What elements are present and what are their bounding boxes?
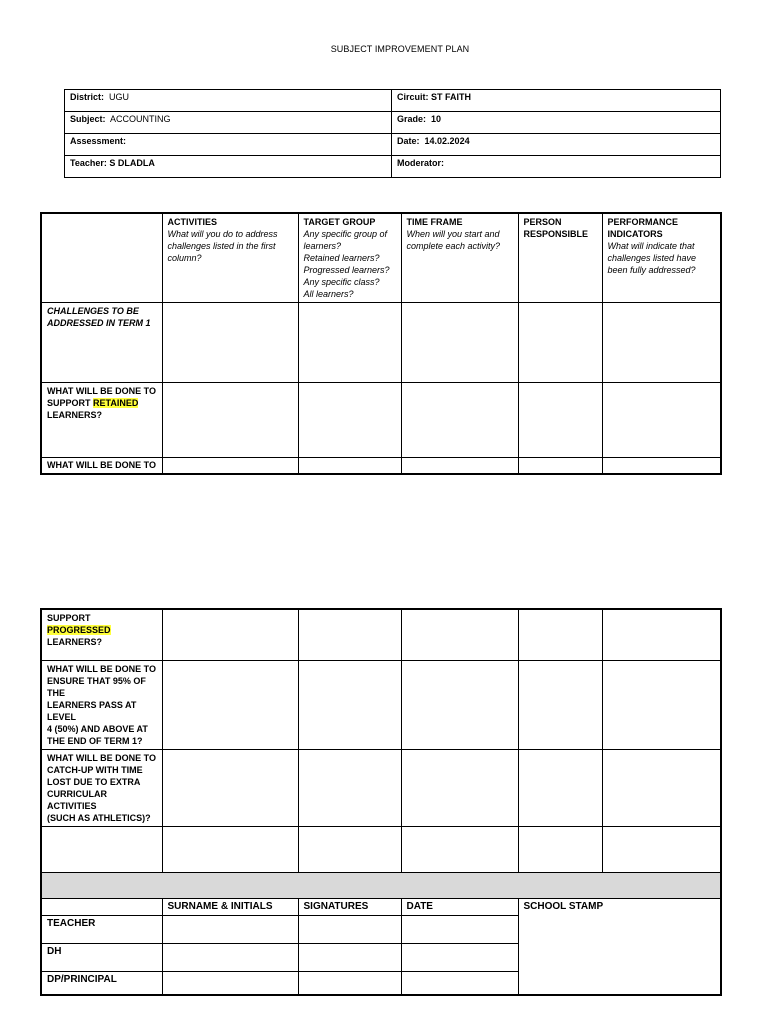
catchup-label-line: WHAT WILL BE DONE TO bbox=[47, 752, 156, 763]
dp-surname-cell[interactable] bbox=[162, 971, 298, 995]
progressed-row-label-start bbox=[41, 458, 162, 475]
surname-header: SURNAME & INITIALS bbox=[162, 898, 298, 915]
retained-label-line: WHAT WILL BE DONE TO bbox=[47, 386, 156, 396]
teacher-value: S DLADLA bbox=[109, 158, 155, 168]
catchup-activities-cell[interactable] bbox=[162, 749, 298, 826]
moderator-label: Moderator: bbox=[397, 158, 444, 168]
dh-signature-cell[interactable] bbox=[298, 943, 401, 971]
retained-highlight: RETAINED bbox=[93, 398, 139, 408]
challenges-row-label bbox=[41, 303, 162, 383]
circuit-value: ST FAITH bbox=[431, 92, 472, 102]
performance-indicators-heading: INDICATORS bbox=[607, 229, 663, 239]
catchup-label-line: (SUCH AS ATHLETICS)? bbox=[47, 812, 151, 823]
dh-surname-cell[interactable] bbox=[162, 943, 298, 971]
pass-person-cell[interactable] bbox=[518, 660, 602, 749]
target-group-hint-line: Retained learners? bbox=[303, 253, 380, 263]
pass-indicators-cell[interactable] bbox=[602, 660, 721, 749]
teacher-signature-cell[interactable] bbox=[298, 915, 401, 943]
progressed-person-cell[interactable] bbox=[518, 609, 602, 660]
progressed-row-label bbox=[41, 609, 162, 660]
subject-cell[interactable] bbox=[65, 112, 392, 134]
dp-principal-signoff-label: DP/PRINCIPAL bbox=[41, 971, 162, 995]
progressed-label-line: LEARNERS? bbox=[47, 637, 103, 647]
retained-label-line bbox=[47, 397, 157, 409]
circuit-cell[interactable] bbox=[392, 90, 721, 112]
blank-row-label[interactable] bbox=[41, 826, 162, 872]
time-frame-hint-line: complete each activity? bbox=[406, 241, 501, 251]
progressed-time-frame-cell[interactable] bbox=[401, 609, 518, 660]
progressed-time-frame-cell-start[interactable] bbox=[401, 458, 518, 475]
signatures-header: SIGNATURES bbox=[298, 898, 401, 915]
grade-value: 10 bbox=[431, 114, 442, 124]
catchup-time-frame-cell[interactable] bbox=[401, 749, 518, 826]
district-cell[interactable] bbox=[65, 90, 392, 112]
retained-row-label bbox=[41, 383, 162, 458]
assessment-label: Assessment: bbox=[70, 136, 127, 146]
retained-label-prefix: SUPPORT bbox=[47, 398, 94, 408]
moderator-cell[interactable] bbox=[392, 156, 721, 178]
date-cell[interactable] bbox=[392, 134, 721, 156]
progressed-label-line: WHAT WILL BE DONE TO bbox=[47, 460, 156, 470]
catchup-row-label bbox=[41, 749, 162, 826]
blank-target-group-cell[interactable] bbox=[298, 826, 401, 872]
progressed-person-cell-start[interactable] bbox=[518, 458, 602, 475]
person-responsible-heading: RESPONSIBLE bbox=[523, 229, 589, 239]
page-title: SUBJECT IMPROVEMENT PLAN bbox=[330, 44, 470, 54]
teacher-date-cell[interactable] bbox=[401, 915, 518, 943]
plan-table-part-1 bbox=[40, 212, 722, 475]
activities-hint-line: challenges listed in the first bbox=[167, 241, 276, 251]
target-group-hint-line: learners? bbox=[303, 241, 342, 251]
target-group-hint-line: Progressed learners? bbox=[303, 265, 390, 275]
retained-indicators-cell[interactable] bbox=[602, 383, 721, 458]
subject-value: ACCOUNTING bbox=[110, 114, 171, 124]
pass-activities-cell[interactable] bbox=[162, 660, 298, 749]
pass-label-line: WHAT WILL BE DONE TO bbox=[47, 663, 156, 674]
challenges-label-line: CHALLENGES TO BE bbox=[47, 306, 139, 316]
performance-indicators-hint-line: What will indicate that bbox=[607, 241, 695, 251]
grade-cell[interactable] bbox=[392, 112, 721, 134]
date-header: DATE bbox=[401, 898, 518, 915]
catchup-label-line: CATCH-UP WITH TIME bbox=[47, 764, 143, 775]
blank-time-frame-cell[interactable] bbox=[401, 826, 518, 872]
dp-date-cell[interactable] bbox=[401, 971, 518, 995]
activities-hint-line: column? bbox=[167, 253, 202, 263]
performance-indicators-hint-line: challenges listed have bbox=[607, 253, 697, 263]
teacher-label: Teacher: bbox=[70, 158, 107, 168]
retained-person-cell[interactable] bbox=[518, 383, 602, 458]
challenges-label-line: ADDRESSED IN TERM 1 bbox=[47, 318, 151, 328]
pass-label-line: ENSURE THAT 95% OF THE bbox=[47, 675, 146, 698]
header-info-table bbox=[64, 89, 721, 178]
pass-time-frame-cell[interactable] bbox=[401, 660, 518, 749]
blank-activities-cell[interactable] bbox=[162, 826, 298, 872]
assessment-cell[interactable] bbox=[65, 134, 392, 156]
retained-time-frame-cell[interactable] bbox=[401, 383, 518, 458]
date-value: 14.02.2024 bbox=[424, 136, 470, 146]
time-frame-heading: TIME FRAME bbox=[406, 217, 463, 227]
activities-hint-line: What will you do to address bbox=[167, 229, 278, 239]
dh-date-cell[interactable] bbox=[401, 943, 518, 971]
corner-cell bbox=[41, 213, 162, 303]
catchup-indicators-cell[interactable] bbox=[602, 749, 721, 826]
target-group-hint-line: All learners? bbox=[303, 289, 354, 299]
retained-label-line: LEARNERS? bbox=[47, 410, 103, 420]
progressed-target-group-cell-start[interactable] bbox=[298, 458, 401, 475]
progressed-label-line bbox=[47, 612, 157, 636]
teacher-surname-cell[interactable] bbox=[162, 915, 298, 943]
blank-indicators-cell[interactable] bbox=[602, 826, 721, 872]
signoff-corner-cell bbox=[41, 898, 162, 915]
progressed-label-prefix: SUPPORT bbox=[47, 613, 91, 623]
teacher-signoff-label: TEACHER bbox=[41, 915, 162, 943]
target-group-hint-line: Any specific class? bbox=[303, 277, 380, 287]
catchup-label-line: LOST DUE TO EXTRA bbox=[47, 776, 141, 787]
pass-row-label bbox=[41, 660, 162, 749]
plan-table-part-2 bbox=[40, 608, 722, 996]
subject-label: Subject: bbox=[70, 114, 106, 124]
target-group-hint-line: Any specific group of bbox=[303, 229, 388, 239]
progressed-activities-cell-start[interactable] bbox=[162, 458, 298, 475]
time-frame-header bbox=[401, 213, 518, 303]
challenges-indicators-cell[interactable] bbox=[602, 303, 721, 383]
dp-signature-cell[interactable] bbox=[298, 971, 401, 995]
pass-label-line: LEARNERS PASS AT LEVEL bbox=[47, 699, 137, 722]
district-value: UGU bbox=[109, 92, 130, 102]
person-responsible-heading: PERSON bbox=[523, 217, 562, 227]
person-responsible-header bbox=[518, 213, 602, 303]
progressed-activities-cell[interactable] bbox=[162, 609, 298, 660]
time-frame-hint-line: When will you start and bbox=[406, 229, 500, 239]
catchup-target-group-cell[interactable] bbox=[298, 749, 401, 826]
performance-indicators-hint-line: been fully addressed? bbox=[607, 265, 696, 275]
target-group-header bbox=[298, 213, 401, 303]
activities-heading: ACTIVITIES bbox=[167, 217, 218, 227]
pass-label-line: 4 (50%) AND ABOVE AT bbox=[47, 723, 148, 734]
progressed-indicators-cell[interactable] bbox=[602, 609, 721, 660]
activities-header bbox=[162, 213, 298, 303]
grade-label: Grade: bbox=[397, 114, 427, 124]
challenges-activities-cell[interactable] bbox=[162, 303, 298, 383]
performance-indicators-header bbox=[602, 213, 721, 303]
pass-target-group-cell[interactable] bbox=[298, 660, 401, 749]
grey-separator-band bbox=[41, 872, 721, 898]
pass-label-line: THE END OF TERM 1? bbox=[47, 735, 143, 746]
date-label: Date: bbox=[397, 136, 420, 146]
blank-person-cell[interactable] bbox=[518, 826, 602, 872]
performance-indicators-heading: PERFORMANCE bbox=[607, 217, 679, 227]
progressed-highlight: PROGRESSED bbox=[47, 625, 111, 635]
challenges-target-group-cell[interactable] bbox=[298, 303, 401, 383]
retained-target-group-cell[interactable] bbox=[298, 383, 401, 458]
circuit-label: Circuit: bbox=[397, 92, 429, 102]
school-stamp-cell[interactable]: SCHOOL STAMP bbox=[518, 898, 721, 995]
target-group-heading: TARGET GROUP bbox=[303, 217, 376, 227]
district-label: District: bbox=[70, 92, 105, 102]
teacher-cell[interactable] bbox=[65, 156, 392, 178]
dh-signoff-label: DH bbox=[41, 943, 162, 971]
catchup-label-line: CURRICULAR ACTIVITIES bbox=[47, 788, 107, 811]
progressed-target-group-cell[interactable] bbox=[298, 609, 401, 660]
progressed-indicators-cell-start[interactable] bbox=[602, 458, 721, 475]
challenges-time-frame-cell[interactable] bbox=[401, 303, 518, 383]
challenges-person-cell[interactable] bbox=[518, 303, 602, 383]
catchup-person-cell[interactable] bbox=[518, 749, 602, 826]
retained-activities-cell[interactable] bbox=[162, 383, 298, 458]
